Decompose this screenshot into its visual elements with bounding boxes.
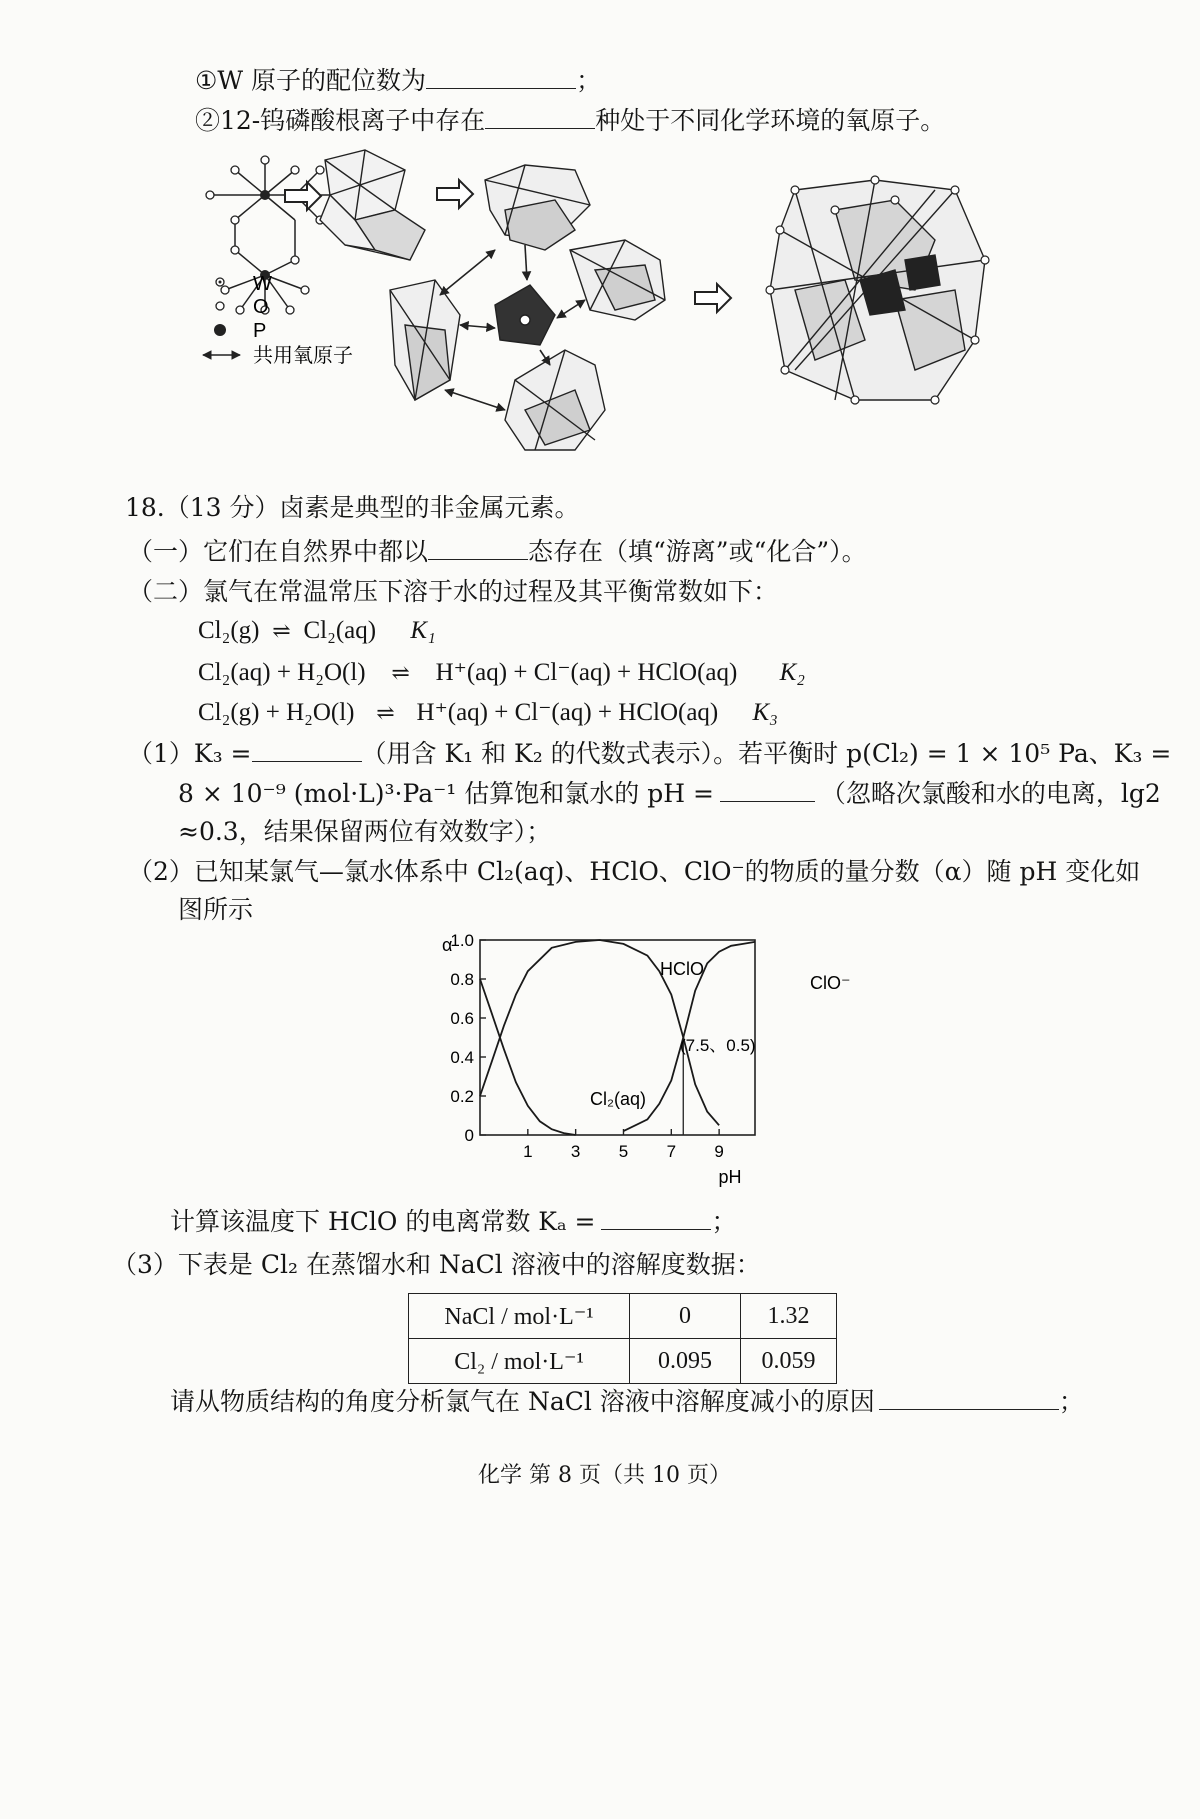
y-tick-label: 1.0	[450, 931, 474, 950]
table-cell: NaCl / mol·L⁻¹	[409, 1294, 630, 1339]
x-tick-label: 7	[666, 1142, 677, 1161]
legend-p: P	[253, 320, 267, 342]
w3o13-triad	[320, 150, 425, 260]
q18-sub3-ask-text: 请从物质结构的角度分析氯气在 NaCl 溶液中溶解度减小的原因	[170, 1387, 875, 1416]
legend-shared-oxygen: 共用氧原子	[253, 345, 353, 367]
central-assembly	[390, 165, 665, 450]
answer-blank[interactable]	[428, 535, 528, 560]
q18-sub2-line2: 图所示	[178, 895, 254, 924]
y-tick-label: 0.2	[450, 1087, 474, 1106]
chart-plot-group	[450, 931, 850, 1187]
ball-stick-motif	[210, 160, 345, 310]
eq1-right: Cl₂(aq)	[303, 617, 377, 644]
species-fraction-chart	[420, 925, 851, 1190]
annotation-clo-minus: ClO⁻	[810, 973, 851, 993]
table-cell: 0	[630, 1294, 741, 1339]
hollow-arrow-icon	[437, 180, 473, 208]
q18-sub1-line1	[128, 737, 1171, 769]
q18-sub2-ask-prefix: 计算该温度下 HClO 的电离常数 Kₐ =	[170, 1207, 596, 1236]
series-line-0	[480, 979, 576, 1135]
answer-blank[interactable]	[426, 64, 576, 89]
table-row	[409, 1339, 837, 1384]
x-tick-label: 3	[570, 1142, 581, 1161]
x-tick-label: 9	[714, 1142, 724, 1161]
q18-sub1-text-b: （用含 K₁ 和 K₂ 的代数式表示）。若平衡时 p(Cl₂) = 1 × 10⁵ Pa、K₃ =	[361, 739, 1172, 768]
q18-sub1-text-c: 8 × 10⁻⁹ (mol·L)³·Pa⁻¹ 估算饱和氯水的 pH =	[178, 779, 714, 808]
equilibrium-arrow-icon: ⇌	[376, 700, 395, 725]
y-tick-label: 0.4	[450, 1048, 474, 1067]
q18-sub3-intro: （3）下表是 Cl₂ 在蒸馏水和 NaCl 溶液中的溶解度数据：	[112, 1250, 761, 1279]
x-tick-label: 1	[523, 1142, 533, 1161]
eq1-left: Cl₂(g)	[198, 617, 260, 644]
q18-part1-suffix: 态存在（填“游离”或“化合”）。	[528, 537, 867, 566]
annotation-hclo: HClO	[660, 959, 704, 979]
q18-sub1-text-a: （1）K₃ =	[128, 739, 252, 768]
y-tick-label: 0.6	[450, 1009, 474, 1028]
y-tick-label: 0	[464, 1126, 474, 1145]
keggin-cluster	[770, 180, 985, 400]
legend-o: O	[253, 296, 269, 318]
q18-sub1-text-d: （忽略次氯酸和水的电离，lg2	[820, 779, 1161, 808]
solubility-table	[408, 1293, 837, 1384]
answer-blank[interactable]	[720, 777, 815, 802]
equation-2	[198, 657, 805, 687]
q18-sub1-line3: ≈0.3，结果保留两位有效数字）；	[178, 817, 552, 846]
annotation-intersection-point: (7.5、0.5)	[680, 1036, 756, 1055]
legend-w: W	[253, 273, 272, 295]
q17-item1	[195, 64, 601, 96]
q18-part2-intro: （二）氯气在常温常压下溶于水的过程及其平衡常数如下：	[128, 577, 779, 606]
answer-blank[interactable]	[252, 737, 362, 762]
table-cell: Cl₂ / mol·L⁻¹	[409, 1339, 630, 1384]
q18-heading: 18.（13 分）卤素是典型的非金属元素。	[125, 493, 580, 522]
answer-blank[interactable]	[879, 1385, 1059, 1410]
eq3-left: Cl₂(g) + H₂O(l)	[198, 699, 355, 726]
chart-y-axis-label: α	[442, 935, 453, 955]
chart-x-axis-label: pH	[718, 1167, 742, 1187]
equation-1	[198, 617, 436, 645]
q17-item2-prefix: ②12-钨磷酸根离子中存在	[195, 106, 486, 135]
eq3-k: K₃	[752, 699, 778, 726]
q18-sub1-line2	[178, 777, 1161, 809]
eq2-k: K₂	[779, 659, 805, 686]
q18-sub3-ask	[170, 1385, 1084, 1417]
answer-blank[interactable]	[601, 1205, 711, 1230]
y-tick-label: 0.8	[450, 970, 474, 989]
annotation-cl2-aq: Cl₂(aq)	[590, 1089, 646, 1109]
x-tick-label: 5	[618, 1142, 629, 1161]
q18-part1-prefix: （一）它们在自然界中都以	[128, 537, 429, 566]
q18-sub3-ask-suffix: ；	[1058, 1387, 1084, 1416]
q18-sub2-ask-suffix: ；	[711, 1207, 737, 1236]
page-footer: 化学 第 8 页（共 10 页）	[478, 1463, 731, 1488]
eq1-k: K₁	[410, 617, 436, 644]
table-cell: 0.059	[741, 1339, 837, 1384]
eq3-right: H⁺(aq) + Cl⁻(aq) + HClO(aq)	[416, 699, 719, 726]
q18-sub2-line1: （2）已知某氯气—氯水体系中 Cl₂(aq)、HClO、ClO⁻的物质的量分数（α）随 pH 变化如	[128, 857, 1141, 886]
table-cell: 1.32	[741, 1294, 837, 1339]
eq2-right: H⁺(aq) + Cl⁻(aq) + HClO(aq)	[435, 659, 738, 686]
q17-item2	[195, 104, 945, 136]
equilibrium-arrow-icon: ⇌	[272, 618, 291, 643]
q18-sub2-ask	[170, 1205, 737, 1237]
q17-item1-suffix: ；	[576, 66, 602, 95]
q17-item2-suffix: 种处于不同化学环境的氧原子。	[595, 106, 946, 135]
answer-blank[interactable]	[485, 104, 595, 129]
table-cell: 0.095	[630, 1339, 741, 1384]
equation-3	[198, 697, 778, 727]
hollow-arrow-icon	[695, 284, 731, 312]
equilibrium-arrow-icon: ⇌	[391, 660, 410, 685]
q17-item1-prefix: ①W 原子的配位数为	[195, 66, 427, 95]
q18-part1	[128, 535, 867, 567]
eq2-left: Cl₂(aq) + H₂O(l)	[198, 659, 366, 686]
table-row	[409, 1294, 837, 1339]
